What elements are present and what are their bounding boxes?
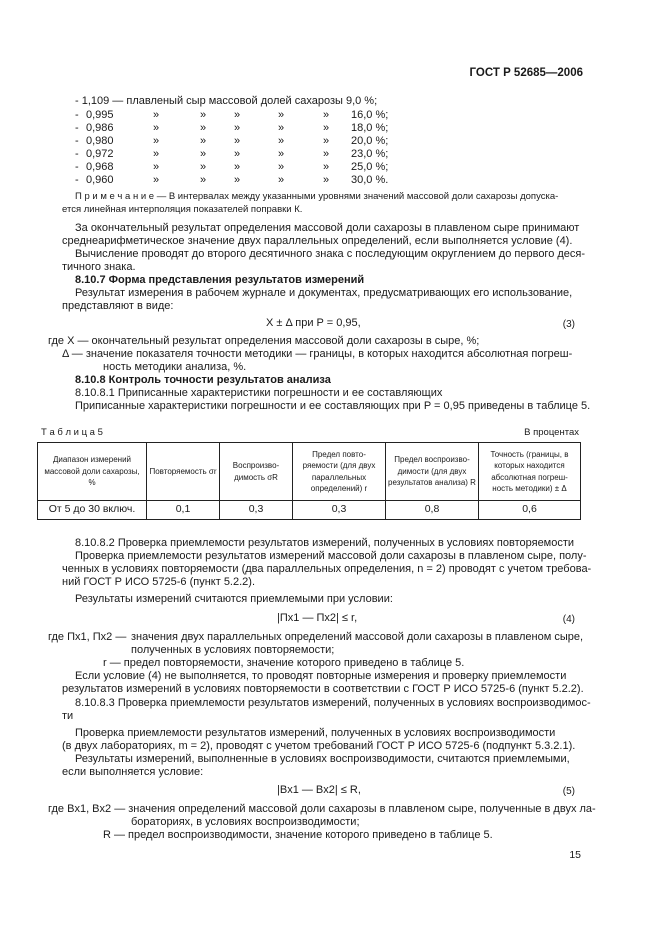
paragraph-text: ченных в условиях повторяемости (два параллельных определения, n = 2) проводят с учетом требова- [62, 563, 592, 575]
equation-number: (3) [562, 319, 575, 330]
note-line-2: ется линейная интерполяция показателей поправки К. [62, 204, 303, 215]
paragraph-text: ний ГОСТ Р ИСО 5725-6 (пункт 5.2.2). [62, 576, 255, 588]
table-cell: 0,3 [220, 501, 293, 520]
where-label: где Пx1, Пx2 — [48, 631, 127, 643]
table-5 [37, 442, 581, 520]
ditto-mark: » [278, 174, 285, 186]
ditto-mark: » [323, 161, 330, 173]
where-text: где Bx1, Bx2 — значения определений массовой доли сахарозы в плавленом сыре, полученные в двух ла- [48, 803, 596, 815]
correction-percent: 25,0 %; [351, 161, 389, 173]
correction-percent: 20,0 %; [351, 135, 389, 147]
correction-first-line: - 1,109 — плавленый сыр массовой долей сахарозы 9,0 %; [75, 95, 378, 107]
ditto-mark: - [75, 109, 79, 121]
page-number: 15 [569, 849, 581, 861]
ditto-mark: » [200, 109, 207, 121]
ditto-mark: » [234, 161, 241, 173]
paragraph-text: если выполняется условие: [62, 766, 204, 778]
paragraph-text: (в двух лабораториях, m = 2), проводят с учетом требований ГОСТ Р ИСО 5725-6 (подпункт 5.3.2.1). [62, 740, 576, 752]
ditto-mark: » [200, 122, 207, 134]
ditto-mark: - [75, 161, 79, 173]
ditto-mark: » [200, 135, 207, 147]
ditto-mark: » [323, 122, 330, 134]
paragraph-text: представляют в виде: [62, 300, 174, 312]
correction-percent: 23,0 %; [351, 148, 389, 160]
table-header-cell: Диапазон измерений массовой доли сахарозы, % [38, 443, 147, 501]
where-text: полученных в условиях повторяемости; [131, 644, 335, 656]
ditto-mark: - [75, 148, 79, 160]
paragraph-text: Вычисление проводят до второго десятичного знака с последующим округлением до первого деся- [75, 248, 586, 260]
table-header-row [38, 443, 581, 501]
correction-percent: 16,0 %; [351, 109, 389, 121]
ditto-mark: » [234, 174, 241, 186]
where-text: R — предел воспроизводимости, значение которого приведено в таблице 5. [103, 829, 493, 841]
ditto-mark: » [234, 122, 241, 134]
document-header: ГОСТ Р 52685—2006 [469, 67, 583, 79]
ditto-mark: - [75, 174, 79, 186]
table-header-cell: Предел повто-ряемости (для двух параллельных определений) r [293, 443, 386, 501]
paragraph-text: Результат измерения в рабочем журнале и документах, предусматривающих его использование, [75, 287, 573, 299]
section-heading-8-10-8: 8.10.8 Контроль точности результатов анализа [75, 374, 331, 386]
table-cell: 0,8 [386, 501, 479, 520]
table-header-cell: Повторяемость σr [147, 443, 220, 501]
ditto-mark: - [75, 135, 79, 147]
ditto-mark: » [278, 148, 285, 160]
correction-percent: 18,0 %; [351, 122, 389, 134]
paragraph-text: Результаты измерений, выполненные в условиях воспроизводимости, считаются приемлемыми, [75, 753, 570, 765]
ditto-mark: » [278, 161, 285, 173]
subsection-heading: 8.10.8.1 Приписанные характеристики погрешности и ее составляющих [75, 387, 443, 399]
ditto-mark: - [75, 122, 79, 134]
ditto-mark: » [153, 161, 160, 173]
table-header-cell: Точность (границы, в которых находится абсолютная погреш-ность методики) ± Δ [479, 443, 581, 501]
ditto-mark: » [200, 174, 207, 186]
ditto-mark: » [153, 122, 160, 134]
equation-number: (4) [562, 614, 575, 625]
correction-value: 0,986 [86, 122, 114, 134]
correction-value: 0,995 [86, 109, 114, 121]
ditto-mark: » [323, 174, 330, 186]
paragraph-text: За окончательный результат определения массовой доли сахарозы в плавленом сыре принимают [75, 222, 580, 234]
table-cell: 0,6 [479, 501, 581, 520]
table-caption: Т а б л и ц а 5 [41, 427, 103, 438]
note-line-1: П р и м е ч а н и е — В интервалах между указанными уровнями значений массовой доли сахарозы допуска- [75, 191, 559, 202]
table-units: В процентах [524, 427, 579, 438]
ditto-mark: » [323, 109, 330, 121]
ditto-mark: » [153, 109, 160, 121]
paragraph-text: Приписанные характеристики погрешности и ее составляющих при P = 0,95 приведены в таблице 5. [75, 400, 591, 412]
where-text: где X — окончательный результат определения массовой доли сахарозы в сыре, %; [48, 335, 480, 347]
table-header-cell: Предел воспроизво-димости (для двух результатов анализа) R [386, 443, 479, 501]
paragraph-text: Проверка приемлемости результатов измерений массовой доли сахарозы в плавленом сыре, полу- [75, 550, 587, 562]
ditto-mark: » [278, 135, 285, 147]
ditto-mark: » [234, 148, 241, 160]
where-text: бораториях, в условиях воспроизводимости; [131, 816, 360, 828]
ditto-mark: » [200, 161, 207, 173]
ditto-mark: » [234, 109, 241, 121]
where-text: r — предел повторяемости, значение которого приведено в таблице 5. [103, 657, 465, 669]
table-cell: От 5 до 30 включ. [38, 501, 147, 520]
paragraph-text: тичного знака. [62, 261, 136, 273]
equation-number: (5) [562, 786, 575, 797]
subsection-heading: ти [62, 710, 74, 722]
table-row [38, 501, 581, 520]
table-cell: 0,1 [147, 501, 220, 520]
section-heading-8-10-7: 8.10.7 Форма представления результатов измерений [75, 274, 365, 286]
ditto-mark: » [234, 135, 241, 147]
ditto-mark: » [278, 122, 285, 134]
formula-4: |Пx1 — Пx2| ≤ r, [277, 612, 358, 624]
subsection-heading: 8.10.8.3 Проверка приемлемости результатов измерений, полученных в условиях воспроизводимос- [75, 697, 591, 709]
correction-value: 0,972 [86, 148, 114, 160]
ditto-mark: » [153, 135, 160, 147]
paragraph-text: результатов измерений в условиях повторяемости в соответствии с ГОСТ Р ИСО 5725-6 (пункт 5.2.2). [62, 683, 584, 695]
correction-percent: 30,0 %. [351, 174, 389, 186]
paragraph-text: среднеарифметическое значение двух параллельных определений, если выполняется условие (4). [62, 235, 573, 247]
ditto-mark: » [323, 148, 330, 160]
ditto-mark: » [278, 109, 285, 121]
table-header-cell: Воспроизво-димость σR [220, 443, 293, 501]
formula-3: X ± Δ при P = 0,95, [266, 317, 361, 329]
subsection-heading: 8.10.8.2 Проверка приемлемости результатов измерений, полученных в условиях повторяемости [75, 537, 575, 549]
correction-value: 0,960 [86, 174, 114, 186]
ditto-mark: » [153, 174, 160, 186]
paragraph-text: Результаты измерений считаются приемлемыми при условии: [75, 593, 393, 605]
correction-value: 0,968 [86, 161, 114, 173]
where-text: значения двух параллельных определений массовой доли сахарозы в плавленом сыре, [131, 631, 584, 643]
ditto-mark: » [153, 148, 160, 160]
ditto-mark: » [200, 148, 207, 160]
paragraph-text: Проверка приемлемости результатов измерений, полученных в условиях воспроизводимости [75, 727, 556, 739]
correction-value: 0,980 [86, 135, 114, 147]
ditto-mark: » [323, 135, 330, 147]
where-text: ность методики анализа, %. [103, 361, 247, 373]
table-cell: 0,3 [293, 501, 386, 520]
formula-5: |Bx1 — Bx2| ≤ R, [277, 784, 361, 796]
where-text: Δ — значение показателя точности методики — границы, в которых находится абсолютная погреш- [62, 348, 573, 360]
paragraph-text: Если условие (4) не выполняется, то проводят повторные измерения и проверку приемлемости [75, 670, 567, 682]
